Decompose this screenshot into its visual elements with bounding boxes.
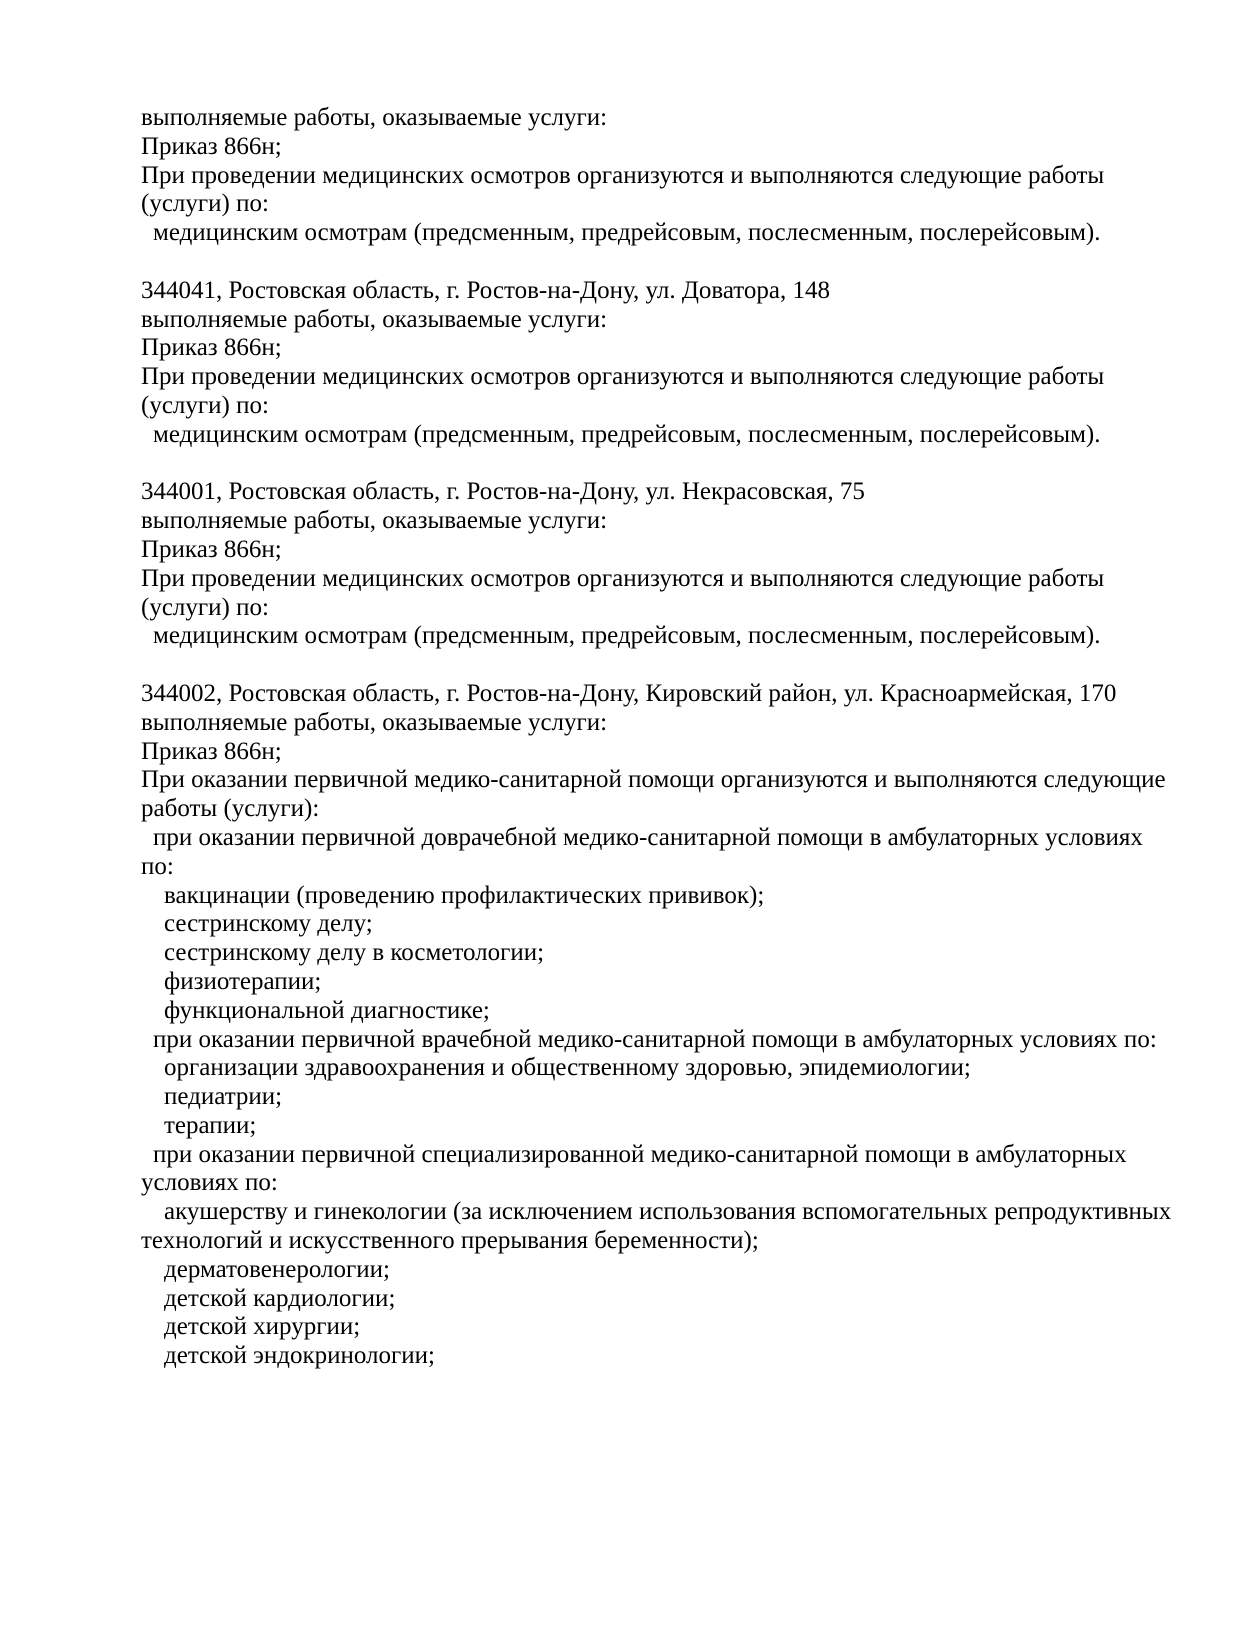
text-line: педиатрии; xyxy=(164,1083,283,1111)
text-line: сестринскому делу; xyxy=(164,910,373,938)
text-line: терапии; xyxy=(164,1111,257,1139)
text-line: медицинским осмотрам (предсменным, предрейсовым, послесменным, послерейсовым). xyxy=(153,219,1101,247)
text-line: (услуги) по: xyxy=(141,190,269,218)
text-line: при оказании первичной доврачебной медико-санитарной помощи в амбулаторных условиях xyxy=(153,823,1143,851)
text-line: При проведении медицинских осмотров организуются и выполняются следующие работы xyxy=(141,564,1105,592)
text-line: по: xyxy=(141,852,174,880)
text-line: 344001, Ростовская область, г. Ростов-на-Дону, ул. Некрасовская, 75 xyxy=(141,478,865,506)
text-line: физиотерапии; xyxy=(164,967,322,995)
text-line: организации здравоохранения и общественному здоровью, эпидемиологии; xyxy=(164,1054,971,1082)
text-line: работы (услуги): xyxy=(141,795,320,823)
text-line: выполняемые работы, оказываемые услуги: xyxy=(141,305,608,333)
services-continuation-block xyxy=(0,104,1240,248)
text-line: Приказ 866н; xyxy=(141,334,282,362)
address-block-344001 xyxy=(0,478,1240,651)
text-line: детской эндокринологии; xyxy=(164,1342,435,1370)
text-line: акушерству и гинекологии (за исключением использования вспомогательных репродуктивных xyxy=(164,1198,1172,1226)
text-line: выполняемые работы, оказываемые услуги: xyxy=(141,507,608,535)
text-line: 344002, Ростовская область, г. Ростов-на-Дону, Кировский район, ул. Красноармейская, 170 xyxy=(141,679,1117,707)
text-line: вакцинации (проведению профилактических прививок); xyxy=(164,881,765,909)
text-line: функциональной диагностике; xyxy=(164,996,490,1024)
address-block-344002 xyxy=(0,680,1240,1371)
text-line: выполняемые работы, оказываемые услуги: xyxy=(141,104,608,131)
text-line: детской кардиологии; xyxy=(164,1284,396,1312)
text-line: Приказ 866н; xyxy=(141,535,282,563)
text-line: Приказ 866н; xyxy=(141,737,282,765)
text-line: дерматовенерологии; xyxy=(164,1255,390,1283)
text-line: детской хирургии; xyxy=(164,1313,361,1341)
address-block-344041 xyxy=(0,277,1240,450)
text-line: при оказании первичной врачебной медико-санитарной помощи в амбулаторных условиях по: xyxy=(153,1025,1157,1053)
text-line: медицинским осмотрам (предсменным, предрейсовым, послесменным, послерейсовым). xyxy=(153,420,1101,448)
text-line: Приказ 866н; xyxy=(141,132,282,160)
text-line: При проведении медицинских осмотров организуются и выполняются следующие работы xyxy=(141,161,1105,189)
text-line: технологий и искусственного прерывания беременности); xyxy=(141,1227,759,1255)
text-line: сестринскому делу в косметологии; xyxy=(164,939,545,967)
text-line: медицинским осмотрам (предсменным, предрейсовым, послесменным, послерейсовым). xyxy=(153,622,1101,650)
text-line: (услуги) по: xyxy=(141,391,269,419)
text-line: (услуги) по: xyxy=(141,593,269,621)
text-line: 344041, Ростовская область, г. Ростов-на-Дону, ул. Доватора, 148 xyxy=(141,276,830,304)
text-line: выполняемые работы, оказываемые услуги: xyxy=(141,708,608,736)
text-line: условиях по: xyxy=(141,1169,278,1197)
text-line: При проведении медицинских осмотров организуются и выполняются следующие работы xyxy=(141,363,1105,391)
text-line: При оказании первичной медико-санитарной помощи организуются и выполняются следующие xyxy=(141,766,1166,794)
document-content xyxy=(0,104,1240,1371)
text-line: при оказании первичной специализированной медико-санитарной помощи в амбулаторных xyxy=(153,1140,1127,1168)
